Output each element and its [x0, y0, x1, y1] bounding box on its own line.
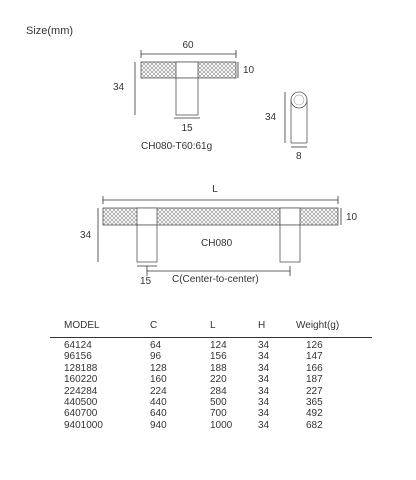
large-handle-front-view: [98, 196, 341, 276]
table-row: [64, 340, 356, 351]
cell-l: 124: [210, 340, 227, 351]
table-row: [64, 374, 356, 385]
header-l: L: [210, 320, 216, 331]
large-depth-label: 10: [346, 212, 358, 223]
cell-model: 440500: [64, 397, 98, 409]
cell-c: 96: [150, 351, 162, 363]
header-h: H: [258, 320, 266, 331]
cell-model: 64124: [64, 340, 92, 351]
table-row: [64, 351, 356, 362]
size-label: Size(mm): [26, 25, 74, 37]
small-height-label: 34: [113, 82, 125, 93]
cell-weight: 147: [306, 351, 323, 363]
cell-h: 34: [258, 374, 270, 386]
cell-weight: 682: [306, 419, 323, 431]
cell-h: 34: [258, 340, 270, 351]
table-row: [64, 386, 356, 397]
large-length-label: L: [212, 184, 218, 195]
table-row: [64, 397, 356, 408]
small-knob-side-view: [285, 92, 307, 147]
cell-l: 156: [210, 351, 227, 363]
header-weight: Weight(g): [296, 320, 340, 331]
small-knob-front-view: [135, 50, 238, 118]
table-row: [64, 363, 356, 374]
table-header-row: [64, 318, 356, 334]
cell-l: 284: [210, 385, 227, 397]
cell-l: 220: [210, 374, 227, 386]
cell-c: 440: [150, 397, 167, 409]
cell-weight: 365: [306, 397, 323, 409]
cell-h: 34: [258, 351, 270, 363]
cell-h: 34: [258, 362, 270, 374]
cell-model: 96156: [64, 351, 92, 363]
cell-model: 640700: [64, 408, 98, 420]
center-to-center-label: C(Center-to-center): [172, 274, 259, 285]
cell-weight: 126: [306, 340, 323, 351]
side-height-label: 34: [265, 112, 277, 123]
side-base-label: 8: [296, 151, 302, 162]
cell-model: 128188: [64, 362, 98, 374]
cell-c: 224: [150, 385, 167, 397]
cell-model: 160220: [64, 374, 98, 386]
cell-c: 640: [150, 408, 167, 420]
large-height-label: 34: [80, 230, 92, 241]
large-model-label: CH080: [201, 238, 233, 249]
cell-h: 34: [258, 408, 270, 420]
cell-c: 64: [150, 340, 162, 351]
cell-c: 128: [150, 362, 167, 374]
header-c: C: [150, 320, 158, 331]
cell-l: 188: [210, 362, 227, 374]
header-model: MODEL: [64, 320, 100, 331]
small-base-label: 15: [181, 123, 193, 134]
cell-h: 34: [258, 419, 270, 431]
cell-weight: 227: [306, 385, 323, 397]
cell-l: 500: [210, 397, 227, 409]
spec-table: [64, 318, 356, 431]
cell-l: 700: [210, 408, 227, 420]
cell-h: 34: [258, 385, 270, 397]
small-width-label: 60: [182, 40, 194, 51]
cell-weight: 492: [306, 408, 323, 420]
cell-l: 1000: [210, 419, 233, 431]
small-depth-label: 10: [243, 65, 255, 76]
cell-c: 160: [150, 374, 167, 386]
cell-model: 224284: [64, 385, 98, 397]
cell-model: 9401000: [64, 419, 103, 431]
cell-weight: 187: [306, 374, 323, 386]
small-caption: CH080-T60:61g: [141, 141, 213, 152]
large-base-label: 15: [140, 276, 152, 287]
cell-h: 34: [258, 397, 270, 409]
cell-c: 940: [150, 419, 167, 431]
table-row: [64, 420, 356, 431]
cell-weight: 166: [306, 362, 323, 374]
table-row: [64, 408, 356, 419]
